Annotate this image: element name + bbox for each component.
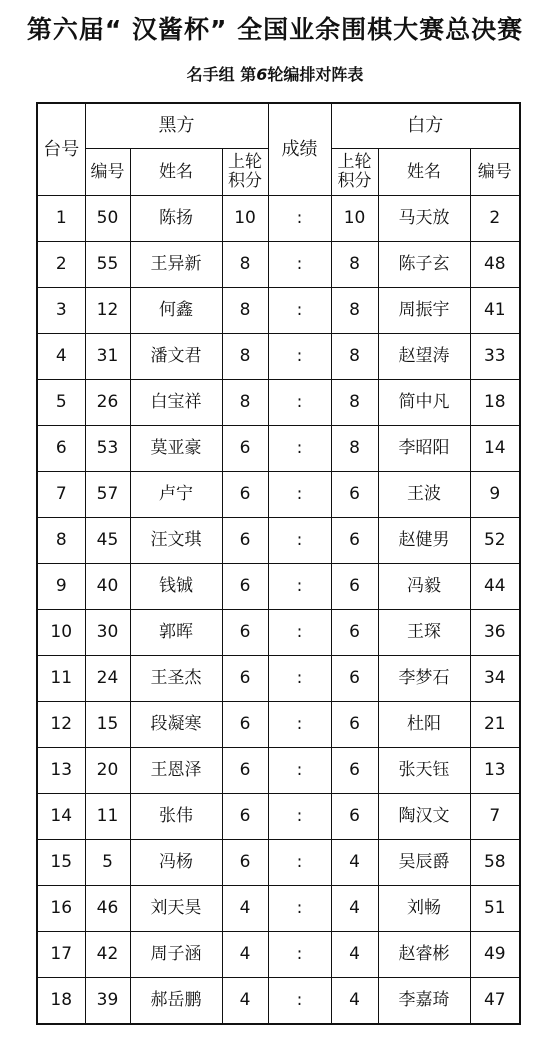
board-cell: 9 bbox=[37, 564, 85, 610]
table-row bbox=[37, 840, 520, 886]
header-result: 成绩 bbox=[268, 103, 331, 196]
black-score-cell: 8 bbox=[222, 242, 268, 288]
white-name-cell: 张天钰 bbox=[378, 748, 470, 794]
result-cell: : bbox=[268, 656, 331, 702]
table-row bbox=[37, 472, 520, 518]
white-number-cell: 47 bbox=[470, 978, 520, 1025]
board-cell: 7 bbox=[37, 472, 85, 518]
white-name-cell: 李嘉琦 bbox=[378, 978, 470, 1025]
result-cell: : bbox=[268, 380, 331, 426]
header-white-number: 编号 bbox=[470, 149, 520, 196]
white-number-cell: 18 bbox=[470, 380, 520, 426]
white-score-cell: 8 bbox=[331, 380, 378, 426]
black-number-cell: 50 bbox=[85, 196, 130, 242]
board-cell: 16 bbox=[37, 886, 85, 932]
result-cell: : bbox=[268, 886, 331, 932]
header-white: 白方 bbox=[331, 103, 520, 149]
black-name-cell: 白宝祥 bbox=[130, 380, 222, 426]
result-cell: : bbox=[268, 242, 331, 288]
black-name-cell: 冯杨 bbox=[130, 840, 222, 886]
board-cell: 8 bbox=[37, 518, 85, 564]
board-cell: 18 bbox=[37, 978, 85, 1025]
white-score-cell: 4 bbox=[331, 932, 378, 978]
black-number-cell: 42 bbox=[85, 932, 130, 978]
white-number-cell: 36 bbox=[470, 610, 520, 656]
black-number-cell: 31 bbox=[85, 334, 130, 380]
result-cell: : bbox=[268, 518, 331, 564]
result-cell: : bbox=[268, 196, 331, 242]
black-score-cell: 4 bbox=[222, 978, 268, 1025]
board-cell: 14 bbox=[37, 794, 85, 840]
table-row bbox=[37, 196, 520, 242]
black-score-cell: 8 bbox=[222, 380, 268, 426]
white-score-cell: 6 bbox=[331, 564, 378, 610]
black-score-cell: 8 bbox=[222, 288, 268, 334]
white-name-cell: 赵健男 bbox=[378, 518, 470, 564]
result-cell: : bbox=[268, 288, 331, 334]
black-name-cell: 段凝寒 bbox=[130, 702, 222, 748]
table-row bbox=[37, 564, 520, 610]
white-score-cell: 6 bbox=[331, 518, 378, 564]
black-number-cell: 55 bbox=[85, 242, 130, 288]
black-name-cell: 何鑫 bbox=[130, 288, 222, 334]
black-score-cell: 6 bbox=[222, 610, 268, 656]
black-score-cell: 6 bbox=[222, 702, 268, 748]
header-white-prev-score bbox=[331, 149, 378, 196]
black-name-cell: 陈扬 bbox=[130, 196, 222, 242]
table-header bbox=[37, 103, 520, 196]
table-row bbox=[37, 518, 520, 564]
table-row bbox=[37, 702, 520, 748]
black-name-cell: 卢宁 bbox=[130, 472, 222, 518]
black-score-cell: 4 bbox=[222, 886, 268, 932]
result-cell: : bbox=[268, 932, 331, 978]
result-cell: : bbox=[268, 748, 331, 794]
black-score-cell: 6 bbox=[222, 426, 268, 472]
white-score-cell: 8 bbox=[331, 288, 378, 334]
black-number-cell: 57 bbox=[85, 472, 130, 518]
table-row bbox=[37, 426, 520, 472]
white-number-cell: 13 bbox=[470, 748, 520, 794]
board-cell: 2 bbox=[37, 242, 85, 288]
white-number-cell: 52 bbox=[470, 518, 520, 564]
white-name-cell: 简中凡 bbox=[378, 380, 470, 426]
white-number-cell: 48 bbox=[470, 242, 520, 288]
result-cell: : bbox=[268, 472, 331, 518]
white-name-cell: 王波 bbox=[378, 472, 470, 518]
result-cell: : bbox=[268, 610, 331, 656]
black-number-cell: 12 bbox=[85, 288, 130, 334]
black-name-cell: 钱铖 bbox=[130, 564, 222, 610]
header-white-prev-line2: 积分 bbox=[337, 171, 372, 191]
black-name-cell: 张伟 bbox=[130, 794, 222, 840]
white-number-cell: 21 bbox=[470, 702, 520, 748]
white-number-cell: 14 bbox=[470, 426, 520, 472]
white-name-cell: 周振宇 bbox=[378, 288, 470, 334]
black-name-cell: 莫亚豪 bbox=[130, 426, 222, 472]
white-score-cell: 6 bbox=[331, 748, 378, 794]
white-score-cell: 8 bbox=[331, 334, 378, 380]
board-cell: 3 bbox=[37, 288, 85, 334]
subtitle-prefix: 名手组 第 bbox=[186, 65, 257, 84]
header-white-prev-line1: 上轮 bbox=[337, 152, 372, 172]
white-name-cell: 赵望涛 bbox=[378, 334, 470, 380]
white-number-cell: 33 bbox=[470, 334, 520, 380]
table-row bbox=[37, 656, 520, 702]
black-score-cell: 6 bbox=[222, 748, 268, 794]
white-score-cell: 6 bbox=[331, 702, 378, 748]
white-score-cell: 6 bbox=[331, 656, 378, 702]
white-score-cell: 10 bbox=[331, 196, 378, 242]
white-score-cell: 6 bbox=[331, 794, 378, 840]
header-board: 台号 bbox=[37, 103, 85, 196]
white-score-cell: 4 bbox=[331, 840, 378, 886]
black-score-cell: 4 bbox=[222, 932, 268, 978]
white-number-cell: 7 bbox=[470, 794, 520, 840]
table-row bbox=[37, 334, 520, 380]
black-name-cell: 郭晖 bbox=[130, 610, 222, 656]
white-name-cell: 陈子玄 bbox=[378, 242, 470, 288]
board-cell: 10 bbox=[37, 610, 85, 656]
table-row bbox=[37, 748, 520, 794]
white-number-cell: 58 bbox=[470, 840, 520, 886]
table-row bbox=[37, 288, 520, 334]
round-number: 6 bbox=[256, 65, 268, 84]
white-score-cell: 4 bbox=[331, 886, 378, 932]
white-number-cell: 9 bbox=[470, 472, 520, 518]
white-score-cell: 6 bbox=[331, 472, 378, 518]
header-black-prev-line2: 积分 bbox=[228, 171, 262, 191]
black-score-cell: 6 bbox=[222, 518, 268, 564]
black-name-cell: 王恩泽 bbox=[130, 748, 222, 794]
white-number-cell: 49 bbox=[470, 932, 520, 978]
white-name-cell: 赵睿彬 bbox=[378, 932, 470, 978]
header-black: 黑方 bbox=[85, 103, 268, 149]
black-number-cell: 53 bbox=[85, 426, 130, 472]
table-row bbox=[37, 886, 520, 932]
page-title: 第六届“ 汉酱杯” 全国业余围棋大赛总决赛 bbox=[26, 15, 524, 44]
black-number-cell: 26 bbox=[85, 380, 130, 426]
white-score-cell: 8 bbox=[331, 242, 378, 288]
black-score-cell: 6 bbox=[222, 564, 268, 610]
pairings-table bbox=[36, 102, 521, 1025]
header-black-name: 姓名 bbox=[130, 149, 222, 196]
white-name-cell: 刘畅 bbox=[378, 886, 470, 932]
white-name-cell: 吴辰爵 bbox=[378, 840, 470, 886]
board-cell: 4 bbox=[37, 334, 85, 380]
black-number-cell: 46 bbox=[85, 886, 130, 932]
black-name-cell: 潘文君 bbox=[130, 334, 222, 380]
black-score-cell: 10 bbox=[222, 196, 268, 242]
result-cell: : bbox=[268, 702, 331, 748]
board-cell: 12 bbox=[37, 702, 85, 748]
result-cell: : bbox=[268, 794, 331, 840]
board-cell: 1 bbox=[37, 196, 85, 242]
white-score-cell: 6 bbox=[331, 610, 378, 656]
black-score-cell: 6 bbox=[222, 794, 268, 840]
table-row bbox=[37, 978, 520, 1025]
board-cell: 5 bbox=[37, 380, 85, 426]
black-number-cell: 39 bbox=[85, 978, 130, 1025]
header-white-name: 姓名 bbox=[378, 149, 470, 196]
white-number-cell: 51 bbox=[470, 886, 520, 932]
black-number-cell: 40 bbox=[85, 564, 130, 610]
white-name-cell: 杜阳 bbox=[378, 702, 470, 748]
black-number-cell: 15 bbox=[85, 702, 130, 748]
black-name-cell: 汪文琪 bbox=[130, 518, 222, 564]
board-cell: 17 bbox=[37, 932, 85, 978]
board-cell: 6 bbox=[37, 426, 85, 472]
white-number-cell: 44 bbox=[470, 564, 520, 610]
table-row bbox=[37, 932, 520, 978]
black-score-cell: 8 bbox=[222, 334, 268, 380]
white-score-cell: 4 bbox=[331, 978, 378, 1025]
white-name-cell: 王琛 bbox=[378, 610, 470, 656]
result-cell: : bbox=[268, 564, 331, 610]
black-number-cell: 45 bbox=[85, 518, 130, 564]
white-number-cell: 34 bbox=[470, 656, 520, 702]
black-name-cell: 刘天昊 bbox=[130, 886, 222, 932]
black-number-cell: 11 bbox=[85, 794, 130, 840]
black-name-cell: 郝岳鹏 bbox=[130, 978, 222, 1025]
black-number-cell: 5 bbox=[85, 840, 130, 886]
black-name-cell: 王异新 bbox=[130, 242, 222, 288]
white-name-cell: 李昭阳 bbox=[378, 426, 470, 472]
result-cell: : bbox=[268, 334, 331, 380]
white-number-cell: 41 bbox=[470, 288, 520, 334]
header-row-top bbox=[37, 103, 520, 149]
white-score-cell: 8 bbox=[331, 426, 378, 472]
black-number-cell: 24 bbox=[85, 656, 130, 702]
board-cell: 15 bbox=[37, 840, 85, 886]
white-name-cell: 冯毅 bbox=[378, 564, 470, 610]
black-score-cell: 6 bbox=[222, 472, 268, 518]
black-name-cell: 周子涵 bbox=[130, 932, 222, 978]
white-name-cell: 马天放 bbox=[378, 196, 470, 242]
white-name-cell: 李梦石 bbox=[378, 656, 470, 702]
black-number-cell: 30 bbox=[85, 610, 130, 656]
header-black-prev-score bbox=[222, 149, 268, 196]
table-row bbox=[37, 380, 520, 426]
table-row bbox=[37, 242, 520, 288]
black-score-cell: 6 bbox=[222, 656, 268, 702]
table-body bbox=[37, 196, 520, 1025]
subtitle bbox=[0, 62, 550, 85]
result-cell: : bbox=[268, 426, 331, 472]
result-cell: : bbox=[268, 978, 331, 1025]
subtitle-suffix: 轮编排对阵表 bbox=[267, 65, 364, 84]
header-black-number: 编号 bbox=[85, 149, 130, 196]
black-score-cell: 6 bbox=[222, 840, 268, 886]
white-name-cell: 陶汉文 bbox=[378, 794, 470, 840]
table-row bbox=[37, 610, 520, 656]
white-number-cell: 2 bbox=[470, 196, 520, 242]
black-number-cell: 20 bbox=[85, 748, 130, 794]
result-cell: : bbox=[268, 840, 331, 886]
board-cell: 13 bbox=[37, 748, 85, 794]
table-row bbox=[37, 794, 520, 840]
black-name-cell: 王圣杰 bbox=[130, 656, 222, 702]
board-cell: 11 bbox=[37, 656, 85, 702]
header-black-prev-line1: 上轮 bbox=[228, 152, 262, 172]
